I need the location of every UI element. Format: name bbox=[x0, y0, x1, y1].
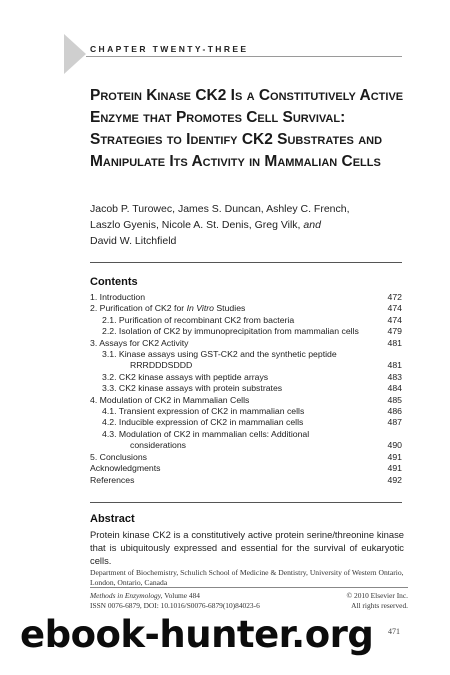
toc-entry-title bbox=[90, 417, 380, 428]
authors-and: and bbox=[303, 219, 321, 231]
toc-entry bbox=[90, 303, 402, 314]
toc-entry-text: Introduction bbox=[99, 292, 146, 302]
page-number: 471 bbox=[388, 627, 400, 636]
toc-entry-page: 486 bbox=[387, 406, 402, 417]
toc-entry-number: 4.2. bbox=[102, 417, 117, 428]
toc-entry-text: Modulation of CK2 in Mammalian Cells bbox=[99, 394, 250, 405]
footer-rule bbox=[90, 587, 408, 588]
authors-line-2: Laszlo Gyenis, Nicole A. St. Denis, Greg Vilk, bbox=[90, 219, 301, 231]
toc-entry-number: 2. bbox=[90, 303, 98, 314]
toc-entry-page: 485 bbox=[387, 394, 402, 405]
toc-entry bbox=[90, 349, 402, 372]
chapter-header bbox=[0, 34, 402, 74]
toc-entry-page: 474 bbox=[387, 314, 402, 325]
toc-entry bbox=[90, 326, 402, 337]
toc-entry bbox=[90, 338, 402, 349]
toc-entry-title bbox=[90, 452, 380, 463]
toc-entry-text: Purification of CK2 for bbox=[99, 303, 185, 314]
abstract-text: Protein kinase CK2 is a constitutively active protein serine/threonine kinase that is ubiquitously expressed and essential for the survival of eukaryotic cells. bbox=[90, 529, 404, 566]
toc-entry-page: 490 bbox=[387, 440, 402, 451]
toc-entry-page: 481 bbox=[387, 337, 402, 348]
contents-top-rule bbox=[90, 262, 402, 263]
contents-bottom-rule bbox=[90, 502, 402, 503]
chapter-label: CHAPTER TWENTY-THREE bbox=[90, 44, 249, 54]
issn-row bbox=[90, 601, 408, 610]
toc-entry-title bbox=[90, 315, 380, 326]
toc-entry-page: 483 bbox=[387, 371, 402, 382]
toc-entry-page: 491 bbox=[387, 463, 402, 474]
issn-doi: ISSN 0076-6879, DOI: 10.1016/S0076-6879(10)84023-6 bbox=[90, 601, 260, 610]
toc-entry-page: 487 bbox=[387, 417, 402, 428]
toc-entry-number: 1. bbox=[90, 292, 98, 302]
toc-entry-title bbox=[90, 372, 380, 383]
toc-entry-number: 3.3. bbox=[102, 383, 117, 394]
toc-entry bbox=[90, 315, 402, 326]
toc-entry-number: 4. bbox=[90, 394, 98, 405]
toc-entry-title bbox=[90, 429, 380, 452]
toc-entry bbox=[90, 383, 402, 394]
toc-entry-number: 4.3. bbox=[102, 428, 117, 439]
affiliation: Department of Biochemistry, Schulich School of Medicine & Dentistry, University of Western Ontario, London, Ontario, Canada bbox=[90, 568, 404, 587]
toc-entry-text: Modulation of CK2 in mammalian cells: Additional bbox=[118, 428, 310, 439]
toc-entry-title bbox=[90, 326, 380, 337]
toc-entry-number: 4.1. bbox=[102, 406, 117, 417]
toc-entry-text: Inducible expression of CK2 in mammalian cells bbox=[118, 417, 304, 428]
toc-entry-text: Assays for CK2 Activity bbox=[99, 337, 189, 348]
chapter-arrow-icon bbox=[64, 34, 86, 74]
toc-entry-number: 3.1. bbox=[102, 349, 117, 360]
toc-entry-title bbox=[90, 475, 380, 486]
toc-entry-page: 491 bbox=[387, 451, 402, 462]
toc-entry-text: Transient expression of CK2 in mammalian cells bbox=[118, 406, 305, 417]
toc-entry bbox=[90, 429, 402, 452]
toc-entry-page: 472 bbox=[387, 292, 402, 302]
toc-entry-text: Acknowledgments bbox=[90, 463, 161, 474]
toc-entry bbox=[90, 395, 402, 406]
table-of-contents bbox=[90, 292, 402, 486]
toc-entry-text: Conclusions bbox=[99, 451, 147, 462]
toc-entry bbox=[90, 406, 402, 417]
toc-entry bbox=[90, 475, 402, 486]
author-list bbox=[90, 201, 410, 249]
toc-entry-italic: In Vitro bbox=[186, 303, 214, 314]
toc-entry-continuation: RRRDDDSDDD bbox=[130, 360, 193, 371]
toc-entry-text-after: Studies bbox=[216, 303, 246, 314]
journal-name: Methods in Enzymology, bbox=[90, 591, 163, 600]
toc-entry-title bbox=[90, 383, 380, 394]
toc-entry-page: 492 bbox=[387, 474, 402, 485]
toc-entry-page: 474 bbox=[387, 303, 402, 314]
toc-entry-number: 3.2. bbox=[102, 371, 117, 382]
toc-entry bbox=[90, 292, 402, 303]
toc-entry bbox=[90, 417, 402, 428]
toc-entry-page: 484 bbox=[387, 383, 402, 394]
toc-entry-text: Isolation of CK2 by immunoprecipitation from mammalian cells bbox=[118, 326, 359, 337]
journal-volume: Volume 484 bbox=[164, 591, 200, 600]
toc-entry bbox=[90, 463, 402, 474]
toc-entry bbox=[90, 452, 402, 463]
toc-entry-number: 3. bbox=[90, 337, 98, 348]
journal-row bbox=[90, 591, 408, 600]
authors-line-1: Jacob P. Turowec, James S. Duncan, Ashley C. French, bbox=[90, 203, 350, 215]
toc-entry-number: 2.2. bbox=[102, 326, 117, 337]
copyright: © 2010 Elsevier Inc. bbox=[346, 591, 408, 600]
toc-entry-text: CK2 kinase assays with peptide arrays bbox=[118, 371, 269, 382]
chapter-rule bbox=[86, 56, 402, 57]
toc-entry-title bbox=[90, 338, 380, 349]
toc-entry-title bbox=[90, 406, 380, 417]
toc-entry-continuation: considerations bbox=[130, 440, 187, 451]
toc-entry-text: References bbox=[90, 474, 135, 485]
toc-entry-text: Purification of recombinant CK2 from bacteria bbox=[118, 314, 295, 325]
toc-entry-title bbox=[90, 463, 380, 474]
toc-entry-number: 5. bbox=[90, 451, 98, 462]
toc-entry-title bbox=[90, 349, 380, 372]
toc-entry-title bbox=[90, 395, 380, 406]
toc-entry-title bbox=[90, 303, 380, 314]
contents-heading: Contents bbox=[90, 276, 138, 288]
abstract-heading: Abstract bbox=[90, 513, 135, 525]
toc-entry bbox=[90, 372, 402, 383]
chapter-title: Protein Kinase CK2 Is a Constitutively Active Enzyme that Promotes Cell Survival: Strategies to Identify CK2 Substrates and Manipulate Its Activity in Mammalian Cells bbox=[90, 87, 404, 170]
rights: All rights reserved. bbox=[351, 601, 408, 610]
toc-entry-title bbox=[90, 292, 380, 303]
toc-entry-number: 2.1. bbox=[102, 314, 117, 325]
authors-line-3: David W. Litchfield bbox=[90, 235, 177, 247]
toc-entry-text: Kinase assays using GST-CK2 and the synthetic peptide bbox=[118, 349, 337, 360]
toc-entry-page: 481 bbox=[387, 360, 402, 371]
journal-citation bbox=[90, 591, 200, 600]
toc-entry-page: 479 bbox=[387, 326, 402, 337]
watermark: ebook-hunter.org bbox=[20, 613, 374, 656]
toc-entry-text: CK2 kinase assays with protein substrates bbox=[118, 383, 283, 394]
